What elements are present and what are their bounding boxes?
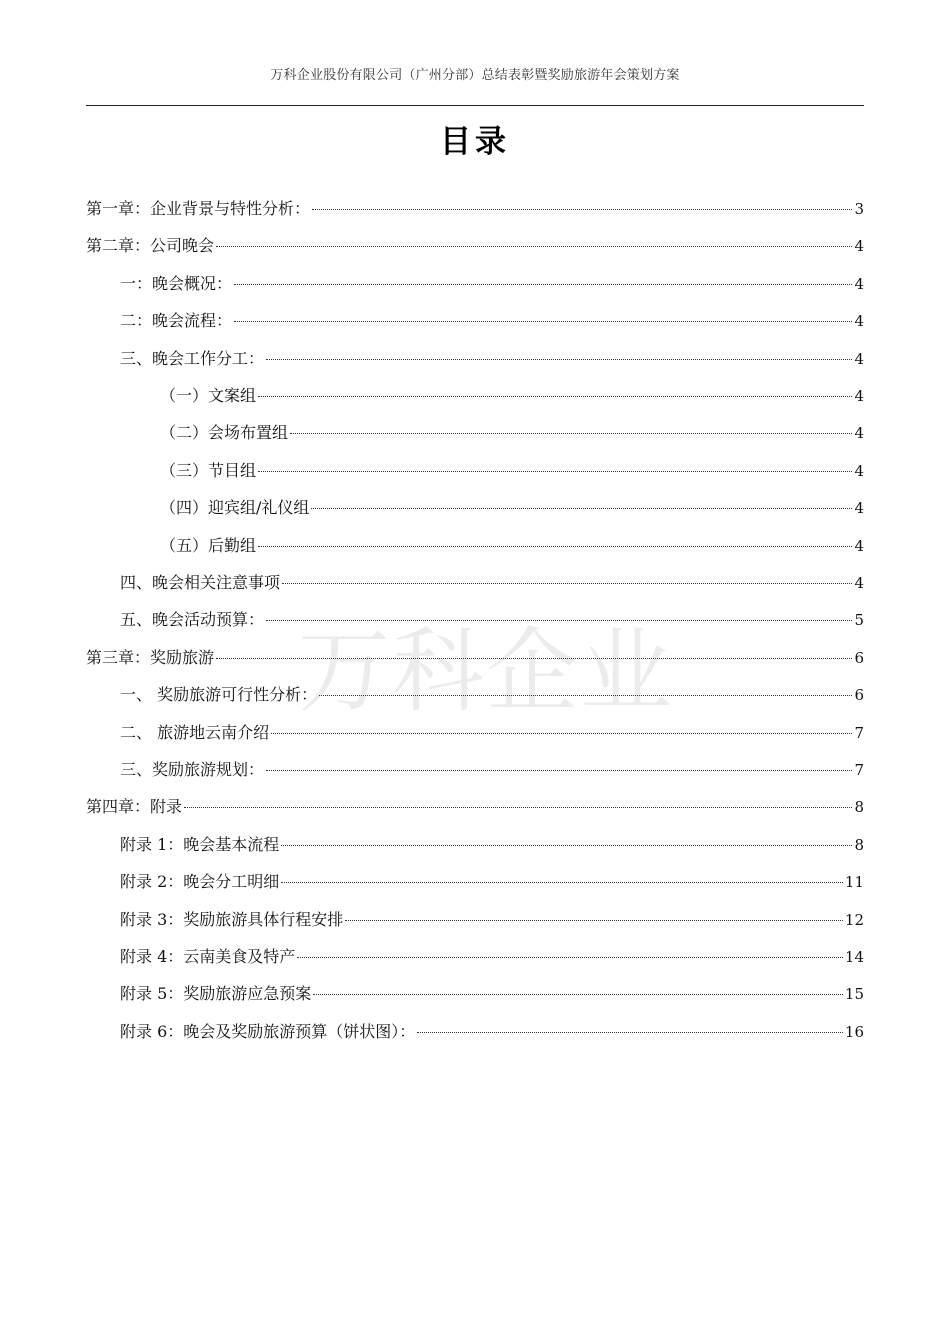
toc-dot-leader — [266, 359, 852, 360]
toc-entry[interactable] — [120, 947, 864, 967]
toc-entry[interactable] — [120, 573, 864, 593]
toc-dot-leader — [290, 433, 852, 434]
toc-page-number: 4 — [854, 312, 864, 330]
toc-dot-leader — [258, 396, 852, 397]
toc-entry-label: 附录 5：奖励旅游应急预案 — [120, 984, 312, 1003]
header-divider — [86, 105, 864, 106]
toc-page-number: 4 — [854, 424, 864, 442]
toc-dot-leader — [271, 733, 852, 734]
toc-entry[interactable] — [120, 1022, 864, 1042]
toc-entry[interactable] — [120, 274, 864, 294]
toc-entry-label: 三、晚会工作分工： — [120, 349, 265, 368]
toc-dot-leader — [258, 546, 852, 547]
toc-page-number: 4 — [854, 275, 864, 293]
toc-page-number: 4 — [854, 237, 864, 255]
toc-page-number: 4 — [854, 574, 864, 592]
toc-dot-leader — [312, 209, 852, 210]
toc-dot-leader — [234, 321, 852, 322]
toc-page-number: 4 — [854, 537, 864, 555]
toc-entry-label: 第二章：公司晚会 — [86, 236, 215, 255]
toc-dot-leader — [281, 882, 843, 883]
toc-page-number: 14 — [844, 948, 864, 966]
toc-entry-label: 第一章：企业背景与特性分析： — [86, 199, 311, 218]
toc-dot-leader — [216, 658, 852, 659]
toc-entry-label: 第四章：附录 — [86, 797, 183, 816]
toc-entry-label: 五、晚会活动预算： — [120, 610, 265, 629]
toc-entry-label: 三、奖励旅游规划： — [120, 760, 265, 779]
toc-dot-leader — [234, 284, 852, 285]
page-title: 目录 — [440, 124, 510, 160]
toc-page-number: 4 — [854, 387, 864, 405]
toc-entry-label: 一：晚会概况： — [120, 274, 233, 293]
toc-dot-leader — [345, 920, 843, 921]
toc-entry[interactable] — [160, 536, 864, 556]
toc-entry[interactable] — [86, 648, 864, 668]
toc-entry-label: 附录 6：晚会及奖励旅游预算（饼状图）： — [120, 1022, 416, 1041]
toc-entry[interactable] — [86, 797, 864, 817]
toc-entry-label: （二）会场布置组 — [160, 423, 289, 442]
toc-dot-leader — [282, 583, 852, 584]
toc-entry[interactable] — [120, 760, 864, 780]
toc-entry-label: 附录 4：云南美食及特产 — [120, 947, 296, 966]
toc-dot-leader — [216, 246, 852, 247]
toc-page-number: 11 — [844, 873, 864, 891]
toc-page-number: 8 — [854, 836, 864, 854]
toc-entry[interactable] — [120, 349, 864, 369]
toc-entry[interactable] — [160, 498, 864, 518]
toc-page-number: 8 — [854, 798, 864, 816]
toc-dot-leader — [417, 1032, 843, 1033]
toc-dot-leader — [258, 471, 852, 472]
toc-entry-label: （一）文案组 — [160, 386, 257, 405]
toc-page-number: 4 — [854, 462, 864, 480]
toc-page-number: 6 — [854, 686, 864, 704]
watermark: 万科企业 — [298, 618, 675, 725]
toc-dot-leader — [313, 994, 843, 995]
toc-dot-leader — [297, 957, 843, 958]
toc-dot-leader — [184, 807, 852, 808]
toc-entry-label: （四）迎宾组/礼仪组 — [160, 498, 310, 517]
toc-page-number: 12 — [844, 911, 864, 929]
toc-page-number: 16 — [844, 1023, 864, 1041]
toc-entry[interactable] — [86, 236, 864, 256]
toc-page-number: 7 — [854, 724, 864, 742]
toc-entry[interactable] — [120, 311, 864, 331]
toc-entry-label: 附录 1：晚会基本流程 — [120, 835, 280, 854]
toc-dot-leader — [266, 770, 852, 771]
toc-page-number: 6 — [854, 649, 864, 667]
toc-entry[interactable] — [160, 461, 864, 481]
toc-page-number: 15 — [844, 985, 864, 1003]
toc-entry-label: 四、晚会相关注意事项 — [120, 573, 281, 592]
toc-page-number: 4 — [854, 350, 864, 368]
toc-entry[interactable] — [86, 199, 864, 219]
toc-entry-label: 二：晚会流程： — [120, 311, 233, 330]
toc-dot-leader — [281, 845, 852, 846]
toc-entry-label: （五）后勤组 — [160, 536, 257, 555]
toc-page-number: 7 — [854, 761, 864, 779]
toc-entry-label: 第三章：奖励旅游 — [86, 648, 215, 667]
toc-entry-label: 附录 2：晚会分工明细 — [120, 872, 280, 891]
toc-entry-label: 附录 3：奖励旅游具体行程安排 — [120, 910, 344, 929]
toc-entry[interactable] — [120, 984, 864, 1004]
running-header: 万科企业股份有限公司（广州分部）总结表彰暨奖励旅游年会策划方案 — [270, 68, 680, 83]
toc-entry[interactable] — [120, 835, 864, 855]
toc-entry[interactable] — [160, 386, 864, 406]
toc-page-number: 3 — [854, 200, 864, 218]
toc-entry[interactable] — [120, 685, 864, 705]
toc-entry[interactable] — [160, 423, 864, 443]
toc-entry-label: 二、 旅游地云南介绍 — [120, 723, 270, 742]
toc-page-number: 5 — [854, 611, 864, 629]
toc-entry[interactable] — [120, 610, 864, 630]
toc-page-number: 4 — [854, 499, 864, 517]
toc-dot-leader — [311, 508, 852, 509]
toc-entry[interactable] — [120, 910, 864, 930]
toc-entry-label: 一、 奖励旅游可行性分析： — [120, 685, 318, 704]
toc-dot-leader — [266, 620, 852, 621]
toc-entry-label: （三）节目组 — [160, 461, 257, 480]
toc-entry[interactable] — [120, 872, 864, 892]
toc-entry[interactable] — [120, 723, 864, 743]
toc-dot-leader — [319, 695, 852, 696]
